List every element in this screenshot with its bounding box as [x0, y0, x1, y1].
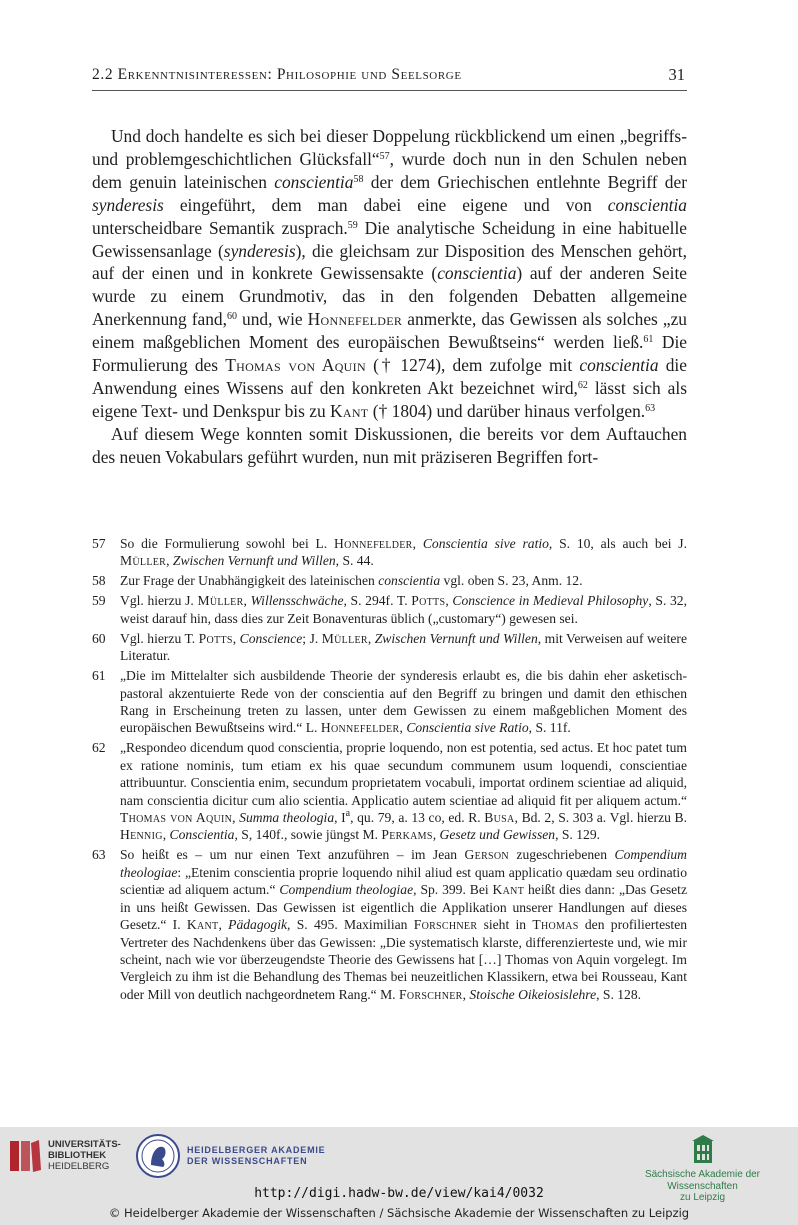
- copyright-notice: © Heidelberger Akademie der Wissenschaften / Sächsische Akademie der Wissenschaften zu Leipzig: [108, 1206, 690, 1220]
- footnote-57: 57 So die Formulierung sowohl bei L. Honnefelder, Conscientia sive ratio, S. 10, als auch bei J. Müller, Zwischen Vernunft und Willen, S. 44.: [92, 536, 688, 569]
- paragraph-2: Auf diesem Wege konnten somit Diskussionen, die bereits vor dem Auftauchen des neuen Vokabulars geführt wurden, nun mit präziseren Begriffen fort-: [92, 423, 687, 467]
- footnote-62: 62 „Respondeo dicendum quod conscientia, proprie loquendo, non est potentia, sed actus. Et hoc patet tum ex ratione nominis, tum etiam ex his quae secundum communem usum loquendi, conscientiae attribuuntur. Conscientia enim, secundum proprietatem vocabuli, importat ordinem scientiae ad aliquid, nam conscientia dicitur cum alio scientia. Applicatio autem scientiae ad aliquid fit per aliquem actum.“ Thomas von Aquin, Summa theologia, $I^a$, qu. 79, a. 13 co, ed. R. Busa, Bd. 2, S. 303 a. Vgl. hierzu B. Hennig, Conscientia, S, 140f., sowie jüngst M. Perkams, Gesetz und Gewissen, S. 129.: [92, 740, 687, 843]
- main-text: [92, 125, 687, 469]
- hadw-logo-line-2: DER WISSENSCHAFTEN: [187, 1156, 308, 1166]
- ub-logo-line-2: BIBLIOTHEK: [48, 1150, 107, 1161]
- ub-logo-line-3: HEIDELBERG: [48, 1161, 110, 1172]
- footnote-63: 63 So heißt es – um nur einen Text anzuführen – im Jean Gerson zugeschriebenen Compendium theologiae: „Etenim conscientia proprie loquendo nihil aliud est quam applicatio quædam seu ordinatio scientiæ ad aliquem actum.“ Compendium theologiae, Sp. 399. Bei Kant heißt dies dann: „Das Gesetz in uns heißt Gewissen. Das Gewissen ist eigentlich die Applikation unserer Handlungen auf dieses Gesetz.“ I. Kant, Pädagogik, S. 495. Maximilian Forschner sieht in Thomas den profiliertesten Vertreter des Nachdenkens über das Gewissen: „Die systematisch klarste, differenzierteste und, wie mir scheint, nach wie vor überzeugendste Theorie des Gewissens hat […] Thomas von Aquin vorgelegt. Im Vergleich zu ihm ist die Behandlung des Themas bei neuzeitlichen Klassikern, etwa bei Rousseau, Kant oder Mill von deutlich nachgeordnetem Rang.“ M. Forschner, Stoische Oikeiosislehre, S. 128.: [92, 847, 688, 1002]
- footnote-ref[interactable]: 59: [347, 219, 358, 231]
- footnote-60: 60 Vgl. hierzu T. Potts, Conscience; J. Müller, Zwischen Vernunft und Willen, mit Verweisen auf weitere Literatur.: [92, 630, 687, 664]
- hadw-logo-line-1: HEIDELBERGER AKADEMIE: [187, 1145, 326, 1155]
- section-title: 2.2 Erkenntnisinteressen: Philosophie und Seelsorge: [92, 66, 462, 83]
- footnote-61: 61 „Die im Mittelalter sich ausbildende Theorie der synderesis erlaubt es, die bis dahin eher asketisch-pastoral akzentuierte Rede von der conscientia auf den Begriff zu bringen und damit den ethischen Rang in Erscheinung treten zu lassen, unter dem Gewissen zu einem maßgeblichen Moment des europäischen Bewußtseins wird.“ L. Honnefelder, Conscientia sive Ratio, S. 11f.: [92, 668, 687, 736]
- footnote-ref[interactable]: 62: [577, 379, 588, 391]
- paragraph-1: Und doch handelte es sich bei dieser Doppelung rückblickend um einen „begriffs- und problemgeschichtlichen Glücksfall“$^{57}$, wurde doch nun in den Schulen neben dem genuin lateinischen conscientia$^{58}$ der dem Griechischen entlehnte Begriff der synderesis eingeführt, dem man dabei eine eigene und von conscientia unterscheidbare Semantik zusprach.$^{59}$ Die analytische Scheidung in eine habituelle Gewissensanlage (synderesis), die gleichsam zur Disposition des Menschen gehört, auf der einen und in konkrete Gewissensakte (conscientia) auf der anderen Seite wurde zu einem Grundmotiv, das in den folgenden Debatten allgemeine Anerkennung fand,$^{60}$ und, wie Honnefelder anmerkte, das Gewissen als solches „zu einem maßgeblichen Moment des europäischen Bewußtseins“ werden ließ.$^{61}$ Die Formulierung des Thomas von Aquin († 1274), dem zufolge mit conscientia die Anwendung eines Wissens auf den konkreten Akt bezeichnet wird,$^{62}$ lässt sich als eigene Text- und Denkspur bis zu Kant († 1804) und darüber hinaus verfolgen.$^{63}$: [92, 126, 688, 421]
- running-header: [92, 64, 687, 91]
- saw-building-icon: [610, 1135, 795, 1167]
- ub-books-icon: [8, 1137, 42, 1173]
- footnote-ref[interactable]: 63: [645, 402, 656, 414]
- hadw-logo[interactable]: [135, 1133, 335, 1187]
- footnote-59: 59 Vgl. hierzu J. Müller, Willensschwäche, S. 294f. T. Potts, Conscience in Medieval Philosophy, S. 32, weist darauf hin, dass dies zur Zeit Bonaventuras üblich („customary“) gewesen sei.: [92, 593, 687, 626]
- footnote-ref[interactable]: 61: [643, 334, 654, 346]
- footnote-ref[interactable]: 58: [353, 173, 364, 185]
- digitization-footer: [0, 1127, 798, 1225]
- footnote-58: 58 Zur Frage der Unabhängigkeit des lateinischen conscientia vgl. oben S. 23, Anm. 12.: [92, 573, 583, 589]
- permalink-url[interactable]: http://digi.hadw-bw.de/view/kai4/0032: [254, 1186, 544, 1201]
- footnote-ref[interactable]: 57: [379, 150, 390, 162]
- footnotes: [92, 535, 687, 1006]
- saw-logo-line-2: zu Leipzig: [679, 1192, 726, 1203]
- ub-heidelberg-logo[interactable]: [8, 1137, 121, 1177]
- saw-logo-line-1: Sächsische Akademie der Wissenschaften: [644, 1169, 761, 1192]
- footnote-ref[interactable]: 60: [226, 311, 237, 323]
- hadw-seal-icon: [135, 1133, 181, 1179]
- page-number: 31: [668, 65, 685, 84]
- ub-logo-line-1: UNIVERSITÄTS-: [48, 1139, 121, 1150]
